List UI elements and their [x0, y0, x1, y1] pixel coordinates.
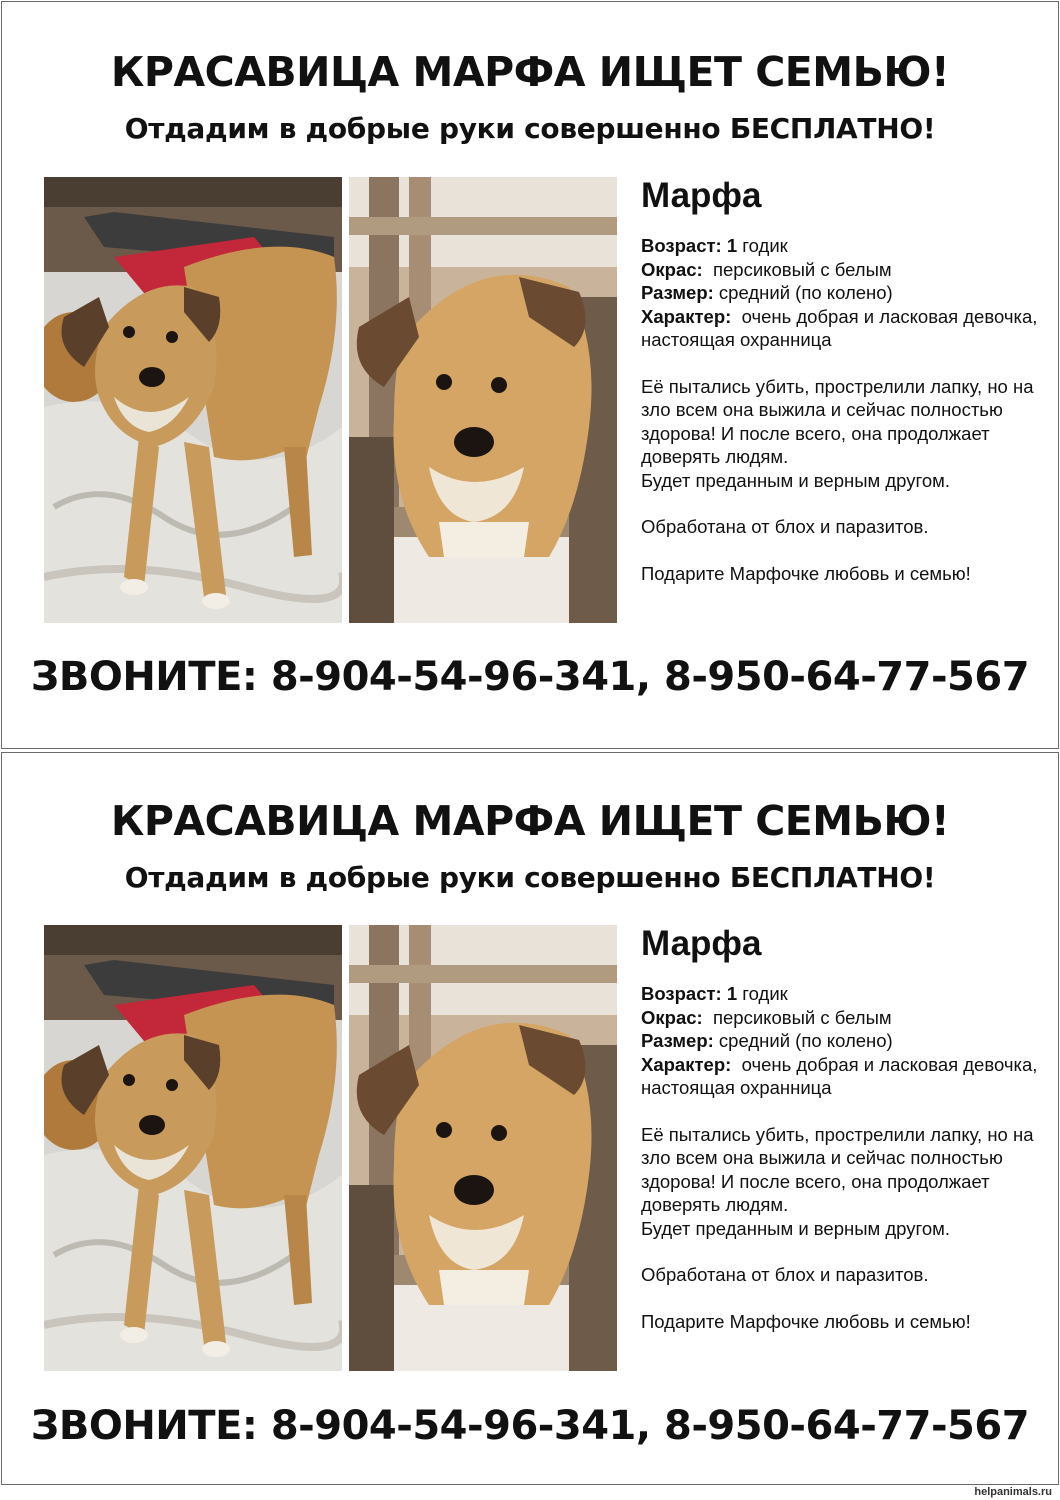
size-value: средний (по колено) [718, 282, 893, 303]
color-value: персиковый с белым [712, 1006, 892, 1028]
size-row [641, 281, 1041, 305]
flyer-subheadline: Отдадим в добрые руки совершенно БЕСПЛАТНО! [124, 112, 936, 145]
age-unit: годик [742, 235, 788, 256]
story-text: Её пытались убить, прострелили лапку, но на зло всем она выжила и сейчас полностью здорова! И после всего, она продолжает доверять людям. [641, 1123, 1034, 1215]
dog-info [641, 174, 1041, 585]
character-row [641, 305, 1041, 352]
treatment-text: Обработана от блох и паразитов. [641, 1264, 929, 1285]
dog-info [641, 922, 1041, 1333]
color-label: Окрас: [641, 1006, 703, 1028]
flyer-bottom [1, 752, 1059, 1485]
contact-phones: ЗВОНИТЕ: 8-904-54-96-341, 8-950-64-77-567 [30, 654, 1030, 700]
flyer-headline: КРАСАВИЦА МАРФА ИЩЕТ СЕМЬЮ! [110, 797, 950, 845]
character-label: Характер: [641, 305, 732, 327]
dog-photo-standing [44, 925, 342, 1371]
appeal-text: Подарите Марфочке любовь и семью! [641, 1310, 971, 1332]
dog-name: Марфа [641, 924, 762, 963]
age-label: Возраст: [641, 983, 722, 1004]
size-label: Размер: [641, 1030, 714, 1051]
contact-phones: ЗВОНИТЕ: 8-904-54-96-341, 8-950-64-77-567 [30, 1403, 1030, 1449]
character-value: очень добрая и ласковая девочка, настоящая охранница [641, 305, 1038, 350]
color-label: Окрас: [641, 258, 703, 280]
size-value: средний (по колено) [718, 1030, 893, 1051]
color-value: персиковый с белым [712, 258, 892, 280]
story-friend: Будет преданным и верным другом. [641, 469, 950, 491]
flyer-headline: КРАСАВИЦА МАРФА ИЩЕТ СЕМЬЮ! [110, 48, 950, 96]
dog-photo-peeking [349, 925, 617, 1371]
size-label: Размер: [641, 282, 714, 303]
character-label: Характер: [641, 1053, 732, 1075]
age-row [641, 982, 1041, 1006]
character-value: очень добрая и ласковая девочка, настоящая охранница [641, 1053, 1038, 1098]
story-text: Её пытались убить, прострелили лапку, но на зло всем она выжила и сейчас полностью здорова! И после всего, она продолжает доверять людям. [641, 375, 1034, 467]
story-friend: Будет преданным и верным другом. [641, 1217, 950, 1239]
character-row [641, 1053, 1041, 1100]
flyer-subheadline: Отдадим в добрые руки совершенно БЕСПЛАТНО! [124, 861, 936, 894]
treatment-text: Обработана от блох и паразитов. [641, 516, 929, 537]
age-label: Возраст: [641, 235, 722, 256]
dog-photo-standing [44, 177, 342, 623]
dog-photo-peeking [349, 177, 617, 623]
age-number: 1 [726, 983, 738, 1004]
site-watermark: helpanimals.ru [974, 1486, 1052, 1498]
age-number: 1 [726, 235, 738, 256]
dog-name: Марфа [641, 176, 762, 215]
color-row [641, 258, 1041, 282]
age-unit: годик [742, 983, 788, 1004]
flyer-top [1, 1, 1059, 749]
color-row [641, 1006, 1041, 1030]
size-row [641, 1029, 1041, 1053]
appeal-text: Подарите Марфочке любовь и семью! [641, 562, 971, 584]
age-row [641, 234, 1041, 258]
